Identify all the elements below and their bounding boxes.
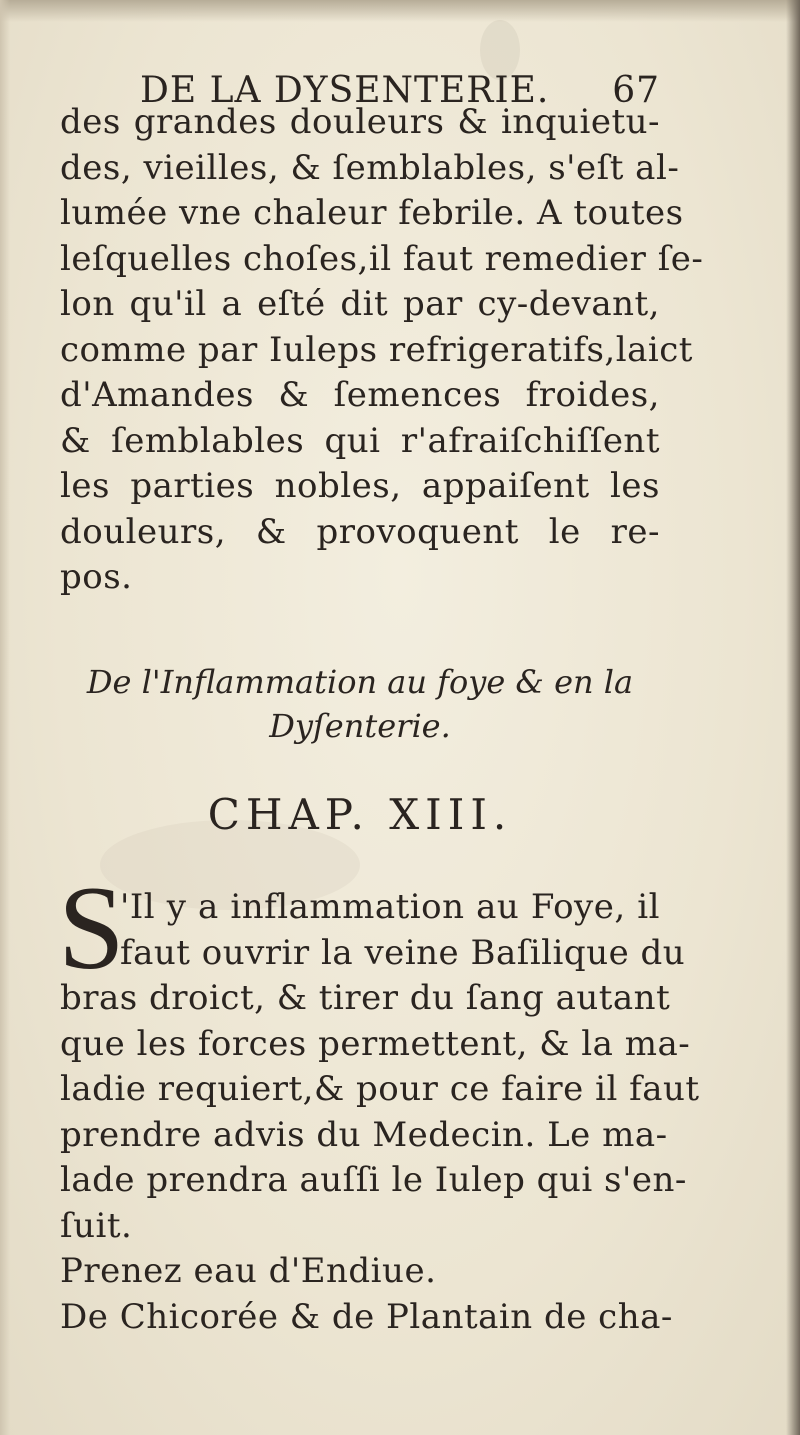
page-right-edge bbox=[786, 0, 800, 1435]
text-line: lon qu'il a eſté dit par cy-devant, bbox=[60, 284, 660, 324]
running-head-title: DE LA DYSENTERIE. bbox=[140, 70, 550, 111]
text-line: ladie requiert,& pour ce faire il faut bbox=[60, 1069, 700, 1109]
text-line: comme par Iuleps refrigeratifs,laict bbox=[60, 329, 693, 370]
text-line: faut ouvrir la veine Baſilique du bbox=[120, 932, 686, 973]
text-line: des grandes douleurs & inquietu- bbox=[60, 102, 660, 142]
text-line: prendre advis du Medecin. Le ma- bbox=[60, 1114, 668, 1155]
text-line: leſquelles choſes,il faut remedier ſe- bbox=[60, 238, 704, 279]
text-line: & ſemblables qui r'afraiſchiſſent bbox=[60, 420, 660, 461]
text-line: lumée vne chaleur febrile. A toutes bbox=[60, 193, 684, 233]
text-line: bras droict, & tirer du ſang autant bbox=[60, 978, 671, 1018]
chapter-heading: CHAP. XIII. bbox=[207, 790, 513, 839]
text-line: douleurs, & provoquent le re- bbox=[60, 511, 660, 552]
text-line: d'Amandes & ſemences froides, bbox=[60, 375, 660, 415]
text-line: que les forces permettent, & la ma- bbox=[60, 1023, 691, 1064]
page-top-edge bbox=[0, 0, 800, 22]
text-line: Prenez eau d'Endiue. bbox=[60, 1251, 437, 1291]
text-line: les parties nobles, appaiſent les bbox=[60, 466, 660, 506]
paragraph-continued bbox=[60, 100, 704, 601]
section-title-line: De l'Inflammation au foye & en la bbox=[86, 663, 634, 701]
page-left-edge bbox=[0, 0, 10, 1435]
text-line: lade prendra auſſi le Iulep qui s'en- bbox=[60, 1160, 687, 1200]
section-title-line: Dyſenterie. bbox=[269, 707, 451, 745]
page-number: 67 bbox=[612, 70, 660, 111]
drop-cap: S bbox=[58, 861, 125, 994]
chapter-paragraph bbox=[60, 885, 700, 1340]
text-line: De Chicorée & de Plantain de cha- bbox=[60, 1296, 673, 1337]
text-line: des, vieilles, & ſemblables, s'eſt al- bbox=[60, 147, 680, 188]
section-title bbox=[60, 660, 660, 748]
text-line: ſuit. bbox=[60, 1205, 133, 1246]
text-line: 'Il y a inflammation au Foye, il bbox=[120, 887, 660, 927]
text-line: pos. bbox=[60, 557, 133, 597]
